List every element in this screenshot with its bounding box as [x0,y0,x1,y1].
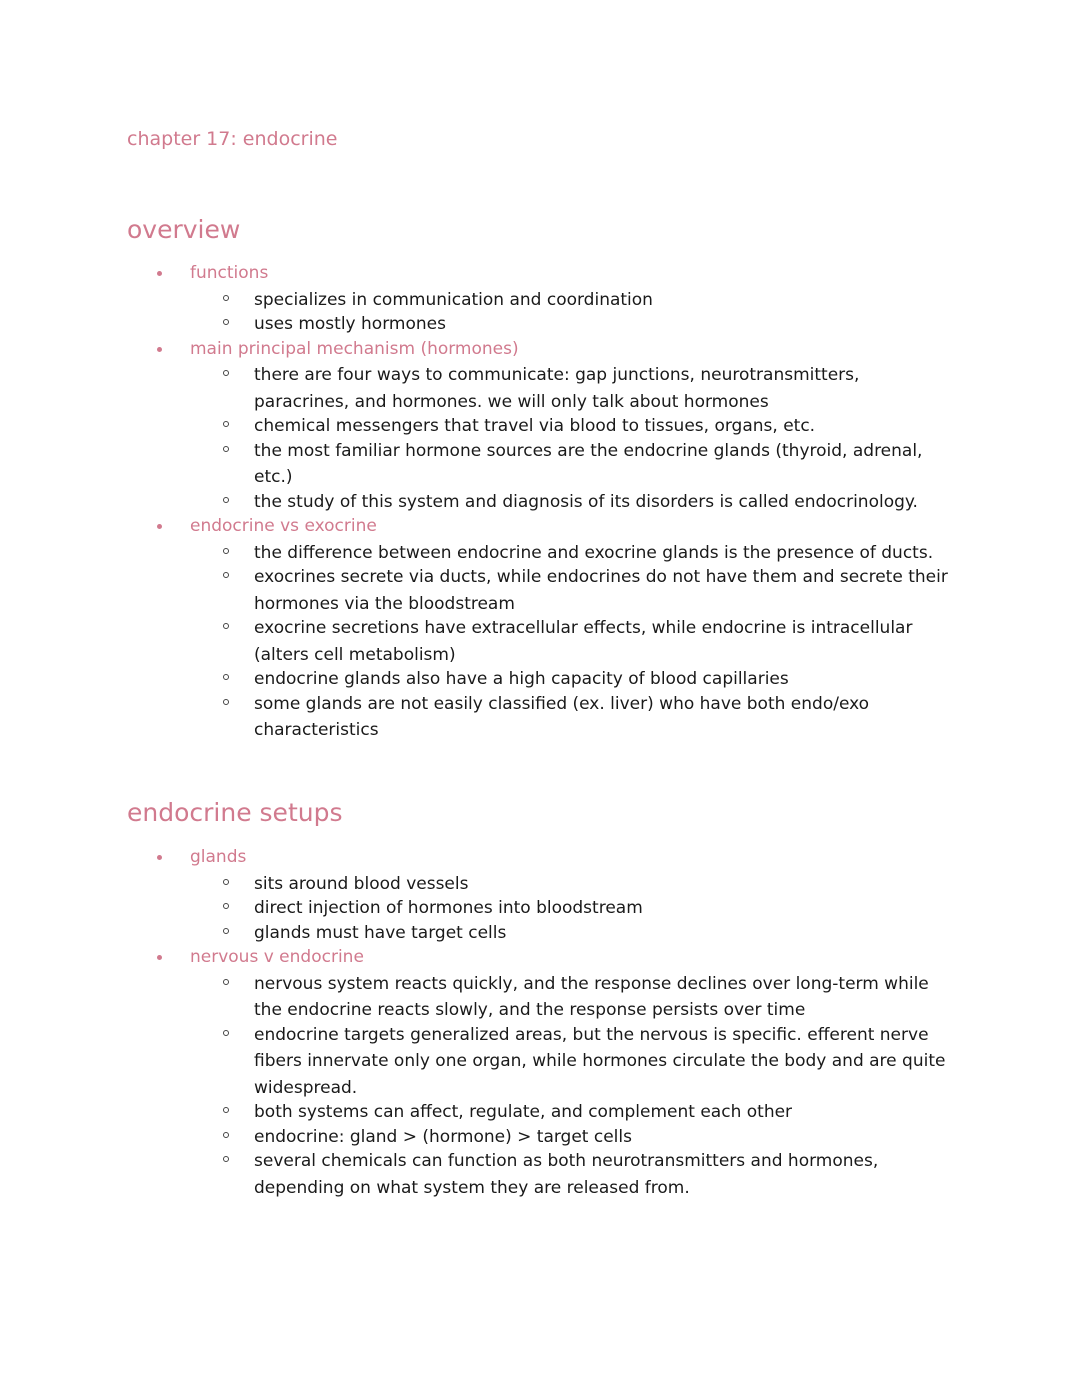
bullet-circle-icon [223,1132,229,1138]
section-heading-overview: overview [127,215,241,244]
list-item [0,666,1080,693]
bullet-circle-icon [223,903,229,909]
topic-label: main principal mechanism (hormones) [190,338,519,359]
list-item [0,1099,1080,1126]
list-item [0,413,1080,440]
list-item [0,871,1080,898]
list-item-text: sits around blood vessels [254,873,469,894]
bullet-circle-icon [223,421,229,427]
topic-label: functions [190,263,269,283]
topic-main-principal-mechanism [0,338,1080,516]
topic-label: nervous v endocrine [190,947,364,967]
list-item [0,1148,1080,1201]
topic-functions [0,262,1080,338]
bullet-circle-icon [223,623,229,629]
list-item [0,564,1080,617]
list-item-text: the study of this system and diagnosis of its disorders is called endocrinology. [254,491,918,512]
section-overview-list [0,262,1080,744]
list-item-text: endocrine targets generalized areas, but the nervous is specific. efferent nerve fibers innervate only one organ, while hormones circulate the body and are quite widespread. [254,1024,946,1098]
list-item-text: endocrine glands also have a high capacity of blood capillaries [254,669,789,689]
bullet-circle-icon [223,674,229,680]
list-item-text: specializes in communication and coordination [254,289,653,310]
bullet-circle-icon [223,979,229,985]
list-item [0,438,1080,491]
topic-glands [0,846,1080,946]
list-item-text: exocrine secretions have extracellular effects, while endocrine is intracellular (alters cell metabolism) [254,618,913,665]
bullet-dot-icon [157,347,162,352]
list-item-text: the most familiar hormone sources are the endocrine glands (thyroid, adrenal, etc.) [254,440,923,487]
bullet-circle-icon [223,446,229,452]
bullet-circle-icon [223,879,229,885]
bullet-circle-icon [223,370,229,376]
list-item-text: glands must have target cells [254,922,507,943]
topic-label: glands [190,847,247,867]
list-item-text: there are four ways to communicate: gap junctions, neurotransmitters, paracrines, and hormones. we will only talk about hormones [254,365,860,412]
section-heading-endocrine-setups: endocrine setups [127,798,343,827]
list-item-text: chemical messengers that travel via blood to tissues, organs, etc. [254,416,816,436]
list-item [0,971,1080,1024]
bullet-circle-icon [223,319,229,325]
bullet-dot-icon [157,955,162,960]
list-item-text: several chemicals can function as both neurotransmitters and hormones, depending on what system they are released from. [254,1151,879,1198]
bullet-circle-icon [223,548,229,554]
bullet-dot-icon [157,524,162,529]
bullet-circle-icon [223,497,229,503]
bullet-circle-icon [223,1030,229,1036]
bullet-dot-icon [157,271,162,276]
topic-endocrine-vs-exocrine [0,515,1080,744]
list-item [0,489,1080,516]
list-item [0,362,1080,415]
list-item [0,287,1080,314]
topic-label: endocrine vs exocrine [190,516,377,536]
list-item [0,540,1080,567]
list-item-text: some glands are not easily classified (ex. liver) who have both endo/exo characteristics [254,693,870,740]
list-item-text: uses mostly hormones [254,314,446,334]
list-item [0,311,1080,338]
chapter-title: chapter 17: endocrine [127,128,338,150]
list-item [0,920,1080,947]
list-item-text: exocrines secrete via ducts, while endocrines do not have them and secrete their hormones via the bloodstream [254,567,948,614]
bullet-circle-icon [223,295,229,301]
section-endocrine-setups-list [0,846,1080,1201]
list-item-text: the difference between endocrine and exocrine glands is the presence of ducts. [254,542,934,563]
bullet-circle-icon [223,928,229,934]
list-item [0,895,1080,922]
bullet-circle-icon [223,699,229,705]
bullet-dot-icon [157,855,162,860]
list-item-text: nervous system reacts quickly, and the response declines over long-term while the endocrine reacts slowly, and the response persists over time [254,973,929,1020]
bullet-circle-icon [223,572,229,578]
topic-nervous-v-endocrine [0,946,1080,1201]
list-item [0,615,1080,668]
bullet-circle-icon [223,1107,229,1113]
bullet-circle-icon [223,1156,229,1162]
list-item [0,1124,1080,1151]
list-item-text: endocrine: gland > (hormone) > target cells [254,1126,632,1147]
list-item-text: both systems can affect, regulate, and complement each other [254,1102,793,1122]
list-item [0,691,1080,744]
list-item-text: direct injection of hormones into bloodstream [254,898,643,918]
list-item [0,1022,1080,1102]
